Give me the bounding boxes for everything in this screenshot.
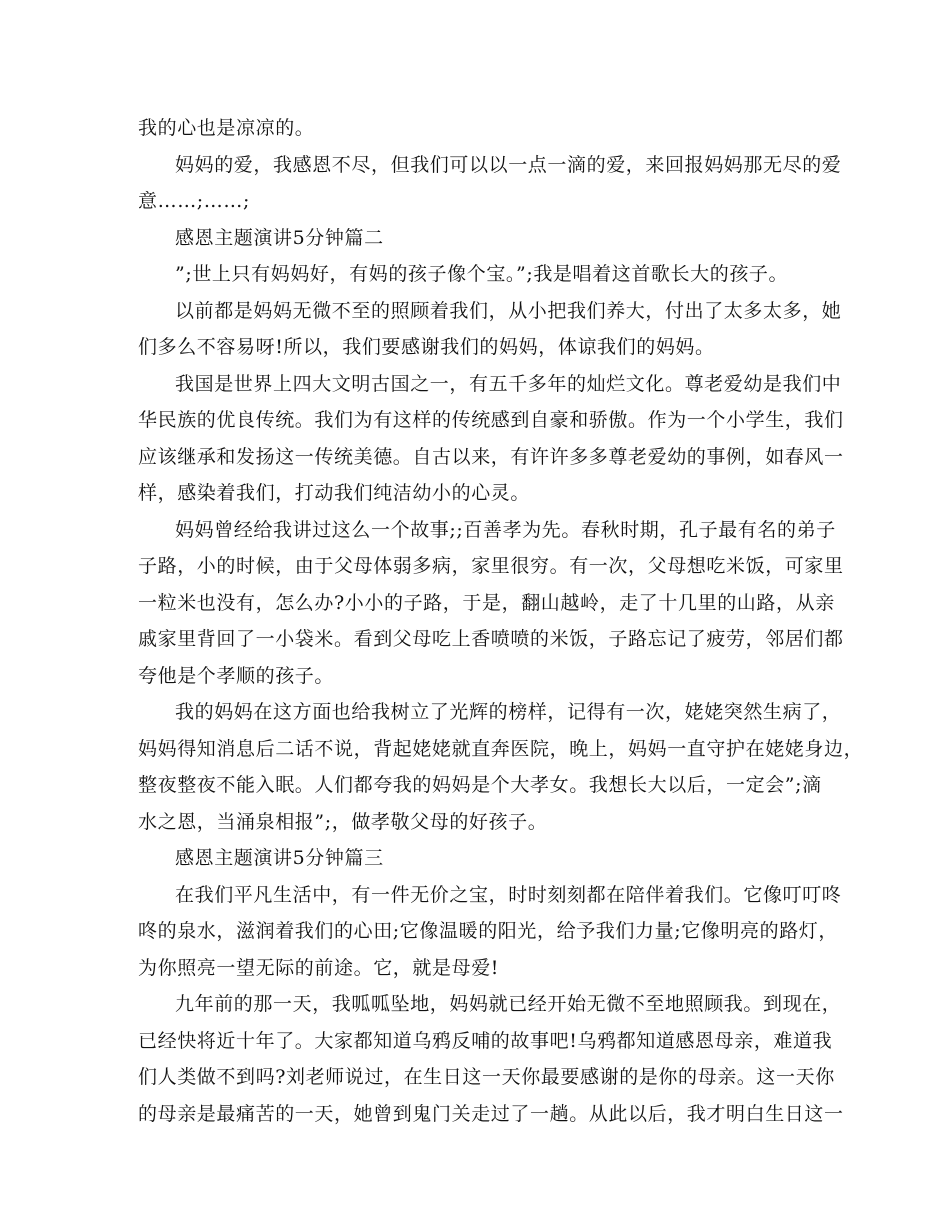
text-line: 整夜整夜不能入眠。人们都夸我的妈妈是个大孝女。我想长大以后，一定会”;滴 <box>138 774 822 796</box>
text-line: 我的妈妈在这方面也给我树立了光辉的榜样，记得有一次，姥姥突然生病了， <box>175 701 842 723</box>
text-line: 九年前的那一天，我呱呱坠地，妈妈就已经开始无微不至地照顾我。到现在， <box>175 993 842 1015</box>
text-line: 咚的泉水，滋润着我们的心田;它像温暖的阳光，给予我们力量;它像明亮的路灯， <box>138 920 839 942</box>
text-line: 应该继承和发扬这一传统美德。自古以来，有许许多多尊老爱幼的事例，如春风一 <box>138 446 844 468</box>
text-line: 一粒米也没有，怎么办?小小的子路，于是，翻山越岭，走了十几里的山路，从亲 <box>138 592 835 614</box>
text-line: 为你照亮一望无际的前途。它，就是母爱! <box>138 957 500 979</box>
section-heading: 感恩主题演讲5分钟篇二 <box>175 227 384 249</box>
text-line: 的母亲是最痛苦的一天，她曾到鬼门关走过了一趟。从此以后，我才明白生日这一 <box>138 1103 844 1125</box>
text-line: 妈妈的爱，我感恩不尽，但我们可以以一点一滴的爱，来回报妈妈那无尽的爱 <box>175 154 842 176</box>
text-line: 已经快将近十年了。大家都知道乌鸦反哺的故事吧!乌鸦都知道感恩母亲，难道我 <box>138 1030 833 1052</box>
text-line: 我的心也是凉凉的。 <box>138 117 315 139</box>
text-line: 以前都是妈妈无微不至的照顾着我们，从小把我们养大，付出了太多太多，她 <box>175 300 842 322</box>
text-line: 们人类做不到吗?刘老师说过，在生日这一天你最要感谢的是你的母亲。这一天你 <box>138 1066 835 1088</box>
text-line: 在我们平凡生活中，有一件无价之宝，时时刻刻都在陪伴着我们。它像叮叮咚 <box>175 884 842 906</box>
text-line: 我国是世界上四大文明古国之一，有五千多年的灿烂文化。尊老爱幼是我们中 <box>175 373 842 395</box>
text-line: 意……;……; <box>138 190 251 212</box>
text-line: 子路，小的时候，由于父母体弱多病，家里很穷。有一次，父母想吃米饭，可家里 <box>138 555 844 577</box>
text-line: 夸他是个孝顺的孩子。 <box>138 665 335 687</box>
text-line: 们多么不容易呀!所以，我们要感谢我们的妈妈，体谅我们的妈妈。 <box>138 336 715 358</box>
text-line: ”;世上只有妈妈好，有妈的孩子像个宝。”;我是唱着这首歌长大的孩子。 <box>175 263 789 285</box>
text-line: 妈妈得知消息后二话不说，背起姥姥就直奔医院，晚上，妈妈一直守护在姥姥身边， <box>138 738 864 760</box>
text-line: 水之恩，当涌泉相报”;，做孝敬父母的好孩子。 <box>138 811 548 833</box>
text-line: 样，感染着我们，打动我们纯洁幼小的心灵。 <box>138 482 531 504</box>
text-line: 妈妈曾经给我讲过这么一个故事;;百善孝为先。春秋时期，孔子最有名的弟子 <box>175 519 836 541</box>
text-line: 戚家里背回了一小袋米。看到父母吃上香喷喷的米饭，子路忘记了疲劳，邻居们都 <box>138 628 844 650</box>
section-heading: 感恩主题演讲5分钟篇三 <box>175 847 384 869</box>
text-line: 华民族的优良传统。我们为有这样的传统感到自豪和骄傲。作为一个小学生，我们 <box>138 409 844 431</box>
